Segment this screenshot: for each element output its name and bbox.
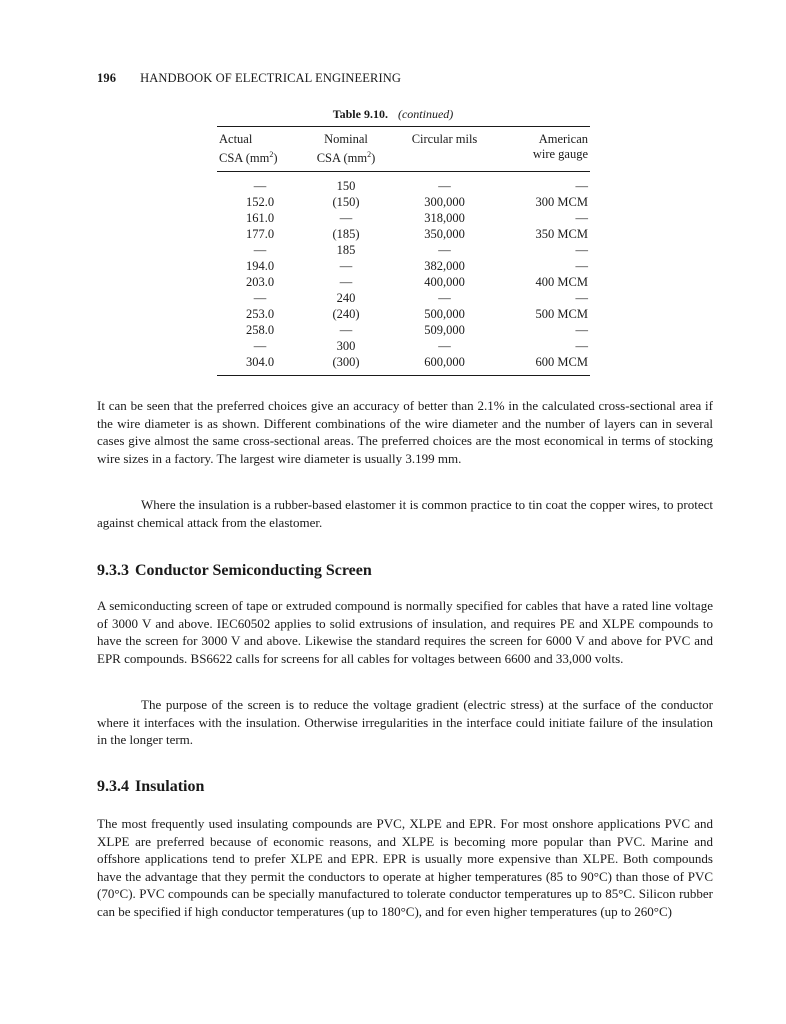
table-cell: 400,000 — [424, 275, 465, 290]
page-number: 196 — [97, 71, 117, 85]
section-heading — [97, 778, 204, 796]
wire-size-table — [217, 126, 590, 376]
table-cell: (240) — [332, 307, 360, 322]
running-title: HANDBOOK OF ELECTRICAL ENGINEERING — [140, 71, 401, 85]
table-cell: 152.0 — [245, 195, 275, 210]
body-paragraph: The purpose of the screen is to reduce the voltage gradient (electric stress) at the surface of the conductor where it interfaces with the insulation. Otherwise irregularities in the interface could initiate failure of the insulation in the longer term. — [97, 697, 713, 747]
table-cell: 500,000 — [424, 307, 465, 322]
table-cell: 304.0 — [217, 354, 303, 376]
column-header-actual-unit: CSA $(mm^2)$ — [217, 147, 303, 172]
table-row — [217, 258, 590, 274]
table-cell: 177.0 — [245, 227, 275, 242]
table-row — [217, 194, 590, 210]
table-cell: 194.0 — [245, 259, 275, 274]
section-title: Insulation — [135, 778, 205, 795]
running-header — [97, 71, 401, 86]
table-row — [217, 210, 590, 226]
table-cell: 161.0 — [245, 211, 275, 226]
table-cell: — — [339, 211, 353, 226]
table-row — [217, 338, 590, 354]
table-row — [217, 172, 590, 195]
table-cell: — — [575, 339, 588, 354]
table-cell: 150 — [336, 179, 356, 194]
table-cell: 300 MCM — [535, 195, 588, 210]
table-cell: — — [438, 339, 451, 354]
body-paragraph: It can be seen that the preferred choices give an accuracy of better than 2.1% in the calculated cross-sectional area if the wire diameter is as shown. Different combinations of the wire diameter and the number of layers can in several cases give almost the same cross-sectional areas. The preferred choices are the most economical in terms of stocking wire sizes in a factory. The largest wire diameter is usually 3.199 mm. — [97, 398, 713, 466]
table-cell: 203.0 — [245, 275, 275, 290]
table-cell: — — [438, 243, 451, 258]
column-header-circular-mils-unit — [389, 147, 500, 172]
table-cell: — — [575, 323, 588, 338]
table-cell: 400 MCM — [535, 275, 588, 290]
table-cell: — — [575, 259, 588, 274]
table-cell: 350 MCM — [535, 227, 588, 242]
table-cell: — — [253, 339, 267, 354]
body-paragraph: Where the insulation is a rubber-based elastomer it is common practice to tin coat the copper wires, to protect against chemical attack from the elastomer. — [97, 497, 713, 530]
table-row — [217, 322, 590, 338]
table-cell: 300 — [336, 339, 356, 354]
table-cell: — — [253, 291, 267, 306]
table-cell: — — [575, 243, 588, 258]
table-cell: 382,000 — [424, 259, 465, 274]
table-cell: — — [339, 323, 353, 338]
table-cell: — — [339, 259, 353, 274]
table-cell: 509,000 — [424, 323, 465, 338]
table-row — [217, 242, 590, 258]
section-title: Conductor Semiconducting Screen — [135, 562, 372, 579]
table-row — [217, 306, 590, 322]
table-cell: (300) — [303, 354, 389, 376]
column-header-circular-mils: Circular mils — [389, 127, 500, 148]
table-cell: 185 — [336, 243, 356, 258]
table-cell: 240 — [336, 291, 356, 306]
table-cell: — — [253, 179, 267, 194]
table-cell: 600,000 — [389, 354, 500, 376]
table-cell: 258.0 — [245, 323, 275, 338]
body-paragraph: A semiconducting screen of tape or extruded compound is normally specified for cables that have a rated line voltage of 3000 V and above. IEC60502 applies to solid extrusions of insulation, and requires PE and XLPE compounds to have the screen for 3000 V and above. Likewise the standard requires the screen for 6000 V and above for PVC and EPR compounds. BS6622 calls for screens for all cables for voltages between 6600 and 33,000 volts. — [97, 598, 713, 666]
table-cell: — — [575, 179, 588, 194]
table-cell: — — [438, 291, 451, 306]
table-cell: 253.0 — [245, 307, 275, 322]
table-row — [217, 226, 590, 242]
table-cell: 500 MCM — [535, 307, 588, 322]
table-row — [217, 274, 590, 290]
table-cell: — — [339, 275, 353, 290]
section-heading — [97, 562, 372, 580]
table-cell: — — [253, 243, 267, 258]
table-cell: 600 MCM — [500, 354, 590, 376]
table-row — [217, 290, 590, 306]
table-cell: (150) — [332, 195, 360, 210]
table-cell: 318,000 — [424, 211, 465, 226]
table-cell: (185) — [332, 227, 360, 242]
table-continued: (continued) — [397, 107, 454, 121]
table-cell: 350,000 — [424, 227, 465, 242]
body-paragraph: The most frequently used insulating compounds are PVC, XLPE and EPR. For most onshore applications PVC and XLPE are preferred because of economic reasons, and XLPE is becoming more popular than PVC. Marine and offshore applications tend to prefer XLPE and EPR. EPR is usually more expensive than XLPE. Both compounds have the advantage that they permit the conductors to operate at higher temperatures (85 to 90°C) than those of PVC (70°C). PVC compounds can be specially manufactured to tolerate conductor temperatures up to 85°C. Silicon rubber can be specified if high conductor temperatures (up to 180°C), and for even higher temperatures (up to 260°C) — [97, 816, 713, 919]
table-caption — [0, 107, 786, 122]
column-header-nominal-unit: CSA $(mm^2)$ — [303, 147, 389, 172]
column-header-nominal: Nominal — [303, 127, 389, 148]
column-header-wire-gauge: wire gauge — [500, 147, 590, 172]
column-header-american: American — [500, 127, 590, 148]
table-row — [217, 354, 590, 376]
section-number: 9.3.3 — [97, 562, 129, 579]
table-label: Table 9.10. — [332, 107, 388, 121]
section-number: 9.3.4 — [97, 778, 129, 795]
table-cell: 300,000 — [424, 195, 465, 210]
table-cell: — — [575, 291, 588, 306]
table-cell: — — [438, 179, 451, 194]
column-header-actual: Actual — [217, 127, 303, 148]
table-cell: — — [575, 211, 588, 226]
